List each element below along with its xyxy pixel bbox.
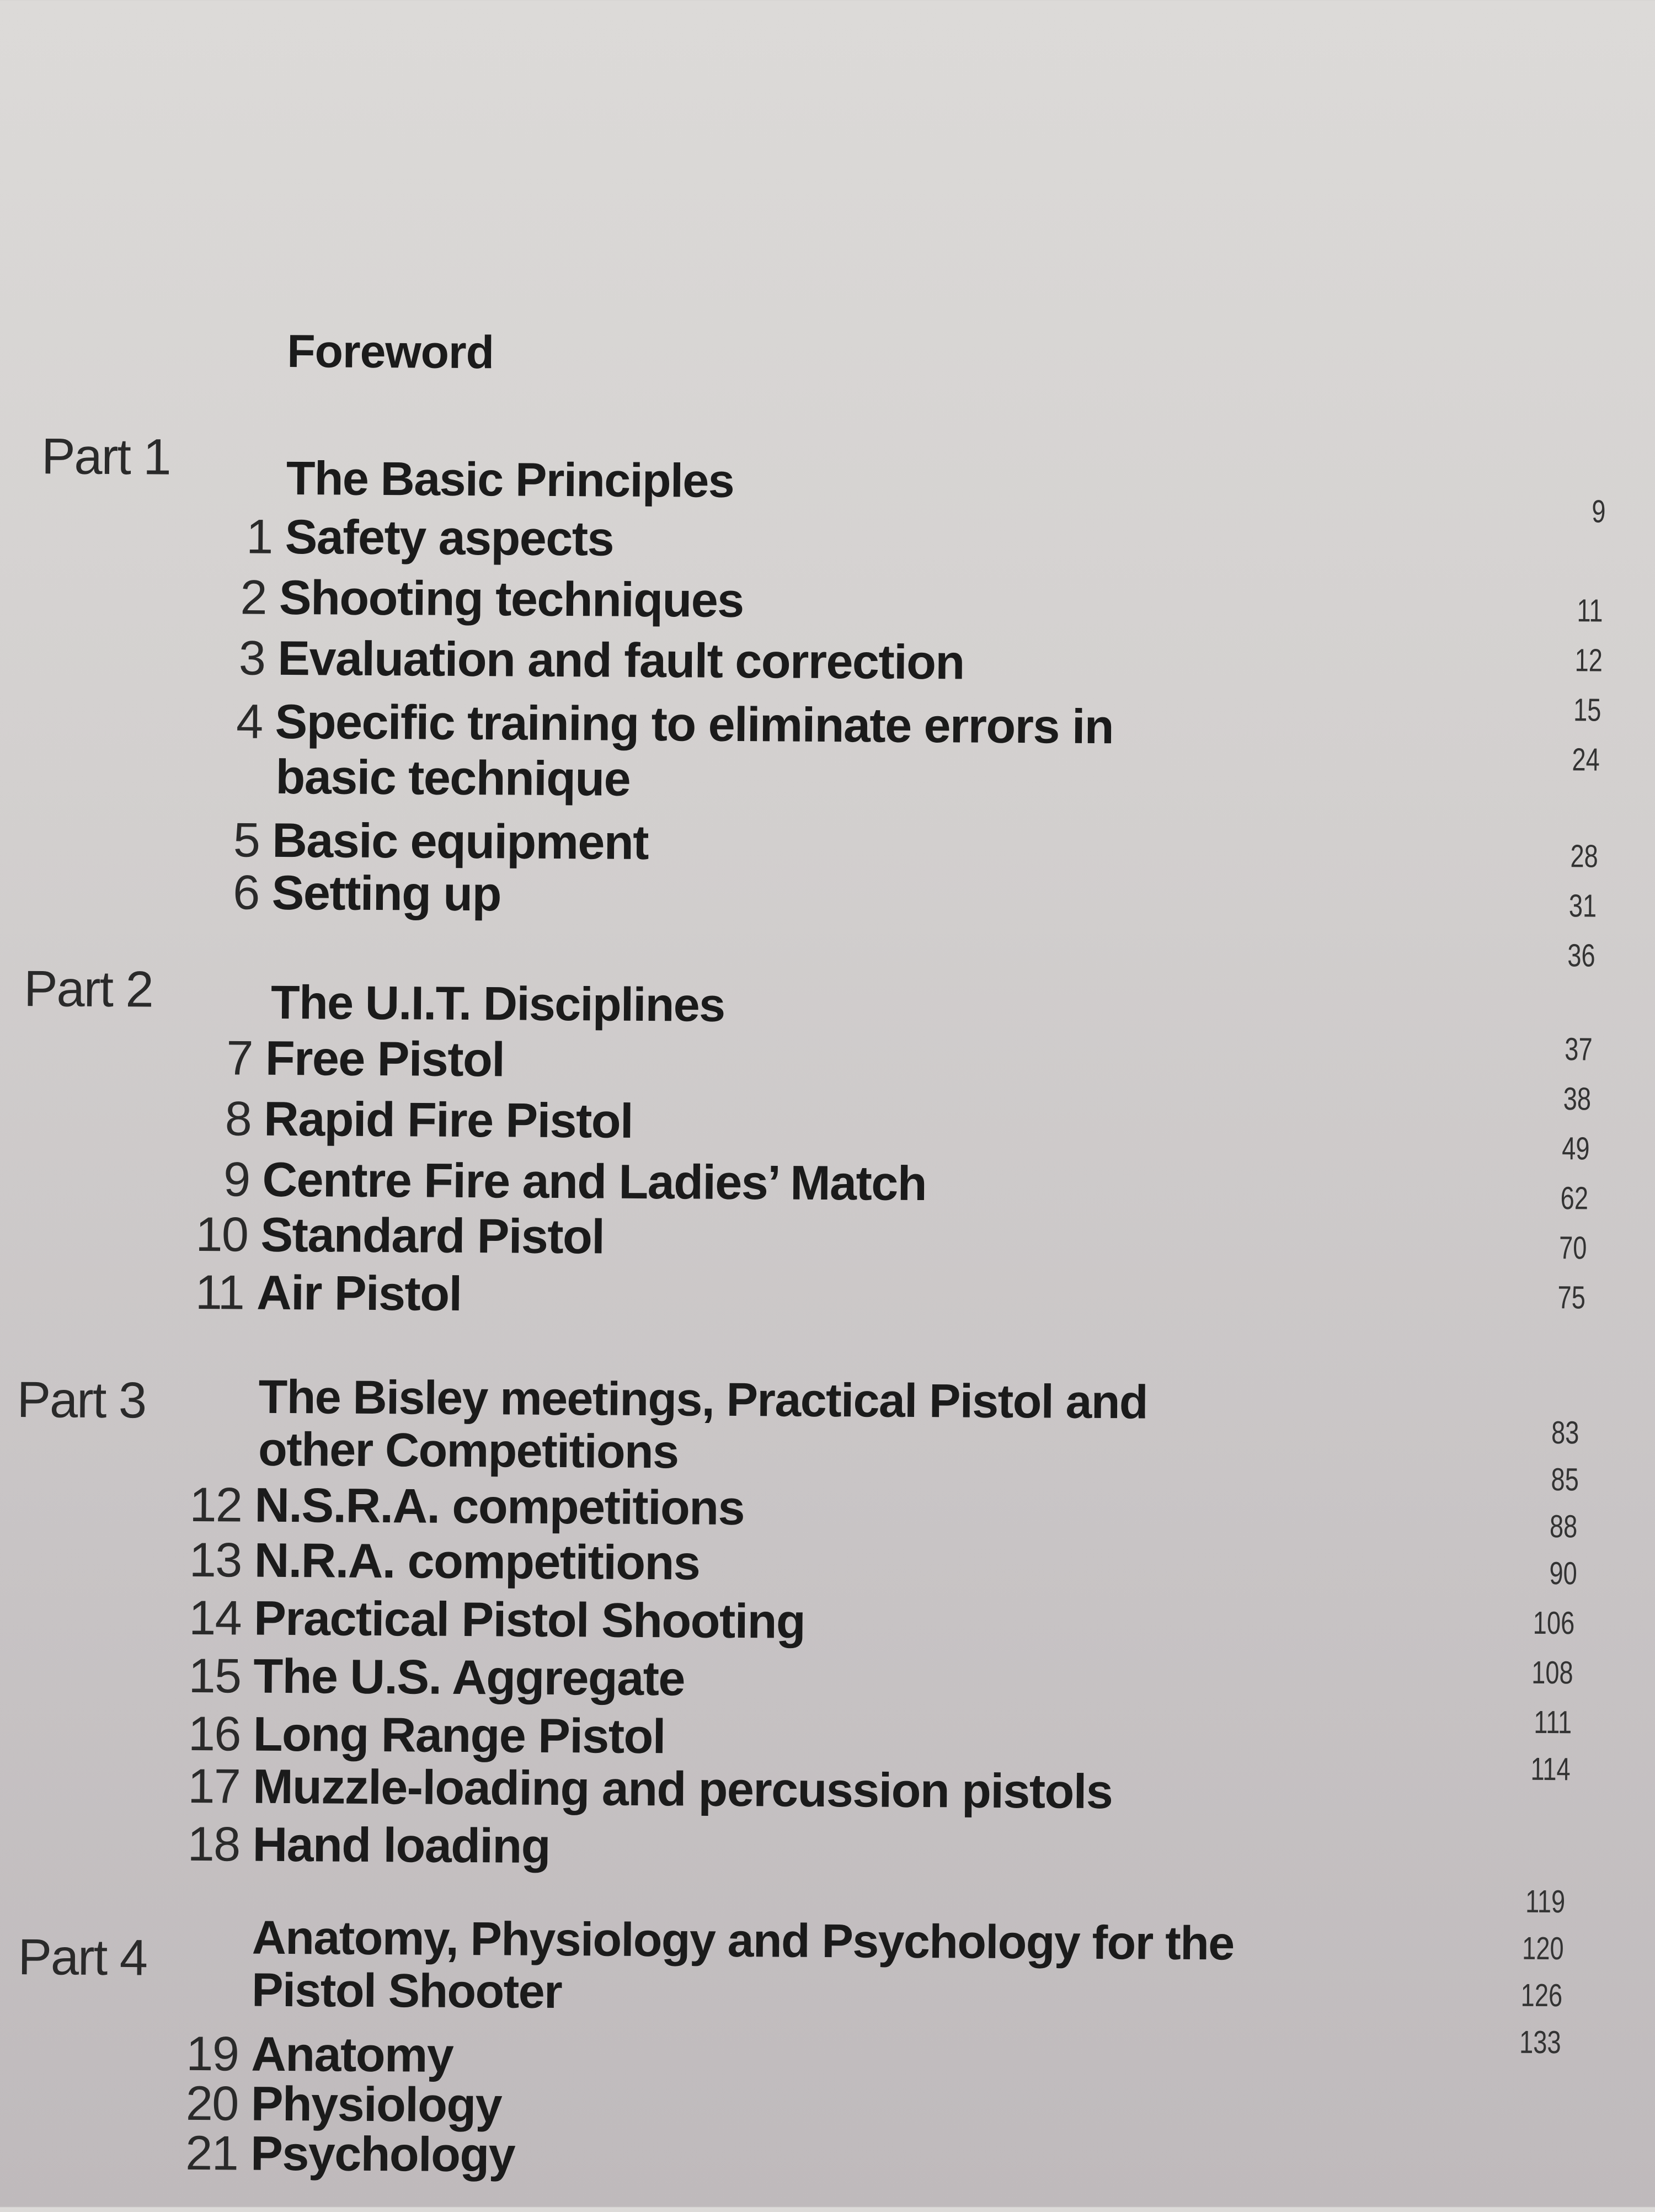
chapter-number: 9 [223, 1152, 250, 1207]
chapter-title: Hand loading [252, 1816, 551, 1873]
chapter-18 [187, 1816, 551, 1873]
chapter-title: Safety aspects [285, 509, 614, 566]
chapter-3 [238, 630, 964, 690]
chapter-9 [223, 1152, 927, 1211]
chapter-12 [189, 1477, 745, 1536]
chapter-title: Setting up [271, 865, 501, 921]
chapter-8 [225, 1091, 633, 1148]
page-number: 114 [1530, 1751, 1571, 1788]
page-number: 11 [1577, 593, 1603, 629]
chapter-number: 5 [233, 812, 260, 867]
chapter-21 [185, 2125, 515, 2182]
chapter-title: The U.S. Aggregate [253, 1648, 685, 1706]
chapter-4-continuation [275, 749, 631, 806]
chapter-1 [245, 509, 614, 566]
foreword-heading: Foreword [287, 324, 494, 379]
page-number: 75 [1557, 1280, 1586, 1316]
chapter-6 [233, 865, 501, 921]
chapter-number: 16 [188, 1705, 241, 1761]
chapter-15 [188, 1648, 685, 1706]
chapter-number: 20 [185, 2075, 239, 2131]
page-number: 37 [1565, 1031, 1593, 1068]
chapter-title: Free Pistol [265, 1030, 505, 1087]
chapter-number: 11 [195, 1265, 244, 1320]
chapter-title: N.S.R.A. competitions [254, 1477, 745, 1536]
chapter-number: 1 [245, 509, 273, 564]
part-4-title: Anatomy, Physiology and Psychology for the [252, 1911, 1234, 1970]
chapter-number: 2 [240, 569, 267, 625]
page-number: 36 [1567, 937, 1595, 974]
page-number: 15 [1573, 692, 1601, 728]
page-number: 108 [1531, 1654, 1573, 1691]
chapter-14 [188, 1590, 805, 1649]
page-number: 119 [1525, 1883, 1566, 1920]
page-number: 111 [1534, 1704, 1572, 1741]
chapter-title: Shooting techniques [279, 569, 744, 628]
part-3-title: The Bisley meetings, Practical Pistol and [258, 1370, 1148, 1429]
chapter-11 [195, 1265, 462, 1321]
chapter-number: 14 [188, 1590, 242, 1645]
chapter-number: 21 [185, 2125, 238, 2181]
chapter-10 [195, 1207, 605, 1264]
page-number: 62 [1560, 1180, 1589, 1217]
chapter-4 [236, 694, 1114, 754]
page-number: 49 [1562, 1131, 1590, 1167]
chapter-title: Practical Pistol Shooting [253, 1590, 805, 1649]
chapter-title: Psychology [250, 2125, 515, 2182]
page-number: 28 [1570, 838, 1598, 875]
part-4-label: Part 4 [18, 1929, 147, 1986]
part-2-title: The U.I.T. Disciplines [270, 976, 725, 1032]
part-3-title-continuation: other Competitions [258, 1422, 679, 1479]
chapter-title: Rapid Fire Pistol [263, 1091, 633, 1148]
chapter-19 [186, 2026, 453, 2082]
chapter-7 [226, 1030, 505, 1087]
part-2-label: Part 2 [23, 961, 153, 1018]
chapter-title: Specific training to eliminate errors in [275, 694, 1114, 754]
part-1-title: The Basic Principles [286, 451, 734, 508]
chapter-number: 3 [238, 630, 265, 685]
part-1-label: Part 1 [41, 428, 170, 486]
page-number: 70 [1558, 1230, 1587, 1266]
chapter-title: Long Range Pistol [253, 1706, 666, 1764]
page-number: 9 [1592, 493, 1606, 530]
chapter-title: Physiology [250, 2076, 502, 2133]
page-number: 31 [1568, 888, 1597, 924]
chapter-title: Air Pistol [256, 1265, 462, 1321]
chapter-number: 18 [187, 1816, 240, 1872]
chapter-17 [188, 1758, 1113, 1819]
chapter-number: 6 [233, 865, 260, 920]
chapter-number: 7 [226, 1030, 253, 1085]
page-number: 24 [1572, 742, 1600, 778]
page-number: 106 [1533, 1605, 1575, 1641]
chapter-title: Muzzle-loading and percussion pistols [252, 1758, 1113, 1819]
chapter-number: 17 [188, 1758, 241, 1814]
part-4-title-continuation: Pistol Shooter [251, 1963, 562, 2019]
page-number: 133 [1519, 2024, 1561, 2061]
part-3-label: Part 3 [17, 1372, 146, 1429]
page-number: 38 [1563, 1081, 1592, 1117]
page-number: 90 [1549, 1555, 1578, 1592]
chapter-title: Anatomy [251, 2026, 453, 2082]
chapter-number: 15 [188, 1648, 241, 1703]
chapter-number: 4 [236, 694, 263, 749]
chapter-title-continuation: basic technique [275, 749, 631, 806]
chapter-20 [185, 2075, 502, 2133]
chapter-2 [240, 569, 744, 628]
page-number: 120 [1521, 1930, 1564, 1967]
chapter-title: Centre Fire and Ladies’ Match [262, 1152, 927, 1211]
chapter-title: N.R.A. competitions [254, 1532, 700, 1590]
chapter-number: 8 [225, 1091, 252, 1146]
chapter-number: 12 [189, 1477, 242, 1532]
chapter-number: 10 [195, 1207, 248, 1262]
page-number: 126 [1520, 1977, 1563, 2014]
page-number: 85 [1551, 1462, 1579, 1498]
chapter-title: Basic equipment [272, 812, 649, 870]
chapter-13 [189, 1532, 700, 1590]
page-number: 88 [1549, 1509, 1578, 1545]
chapter-title: Evaluation and fault correction [277, 630, 964, 690]
chapter-number: 13 [189, 1532, 242, 1587]
page-number: 12 [1574, 642, 1603, 679]
page-number: 83 [1551, 1415, 1579, 1451]
chapter-number: 19 [186, 2026, 239, 2081]
chapter-16 [188, 1705, 666, 1764]
chapter-5 [233, 812, 649, 870]
chapter-title: Standard Pistol [260, 1207, 605, 1264]
